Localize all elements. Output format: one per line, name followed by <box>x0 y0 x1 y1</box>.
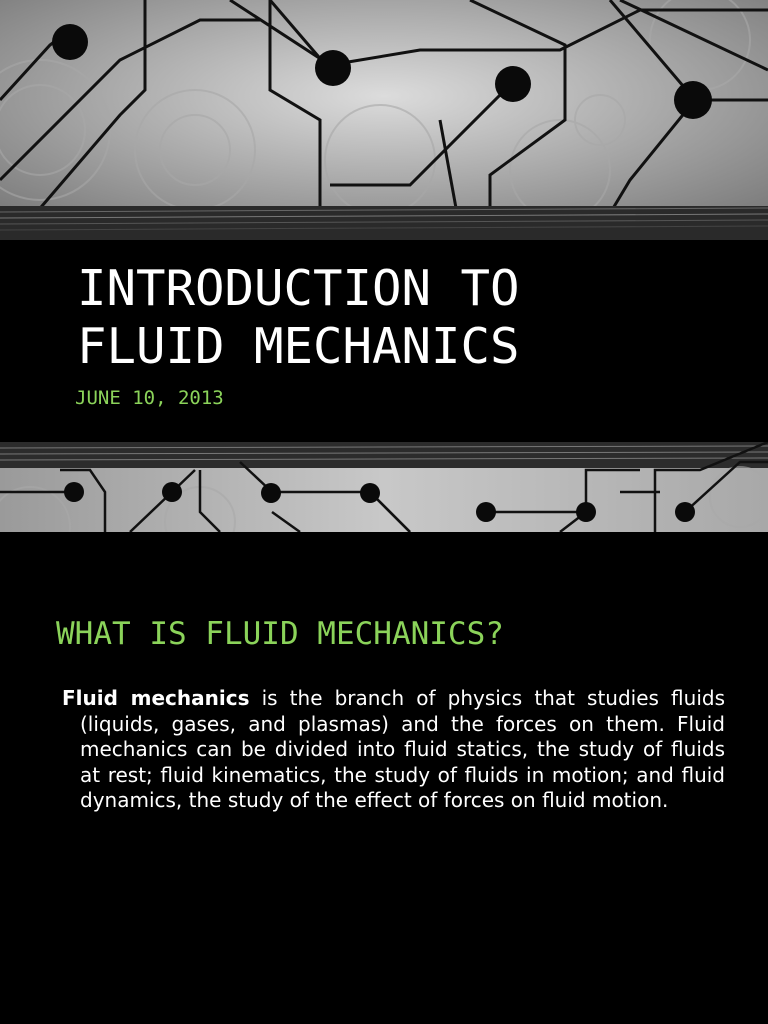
circuit-board-top-icon <box>0 0 768 240</box>
slide-title <box>77 260 757 376</box>
body-definition: is the branch of physics that studies fluids (liquids, gases, and plasmas) and the forces on them. Fluid mechanics can be divided into fluid statics, the study of fluids at rest; fluid kinematics, the study of fluids in motion; and fluid dynamics, the study of the effect of forces on fluid motion. <box>80 686 726 812</box>
slide-title-line-2: FLUID MECHANICS <box>77 318 520 375</box>
body-term: Fluid mechanics <box>62 686 250 710</box>
slide-date: JUNE 10, 2013 <box>75 387 224 409</box>
content-slide <box>0 532 768 1024</box>
circuit-board-bottom-icon <box>0 442 768 532</box>
slide-body-text <box>62 686 725 814</box>
slide-heading: WHAT IS FLUID MECHANICS? <box>56 616 504 652</box>
slide-title-line-1: INTRODUCTION TO <box>77 260 520 317</box>
